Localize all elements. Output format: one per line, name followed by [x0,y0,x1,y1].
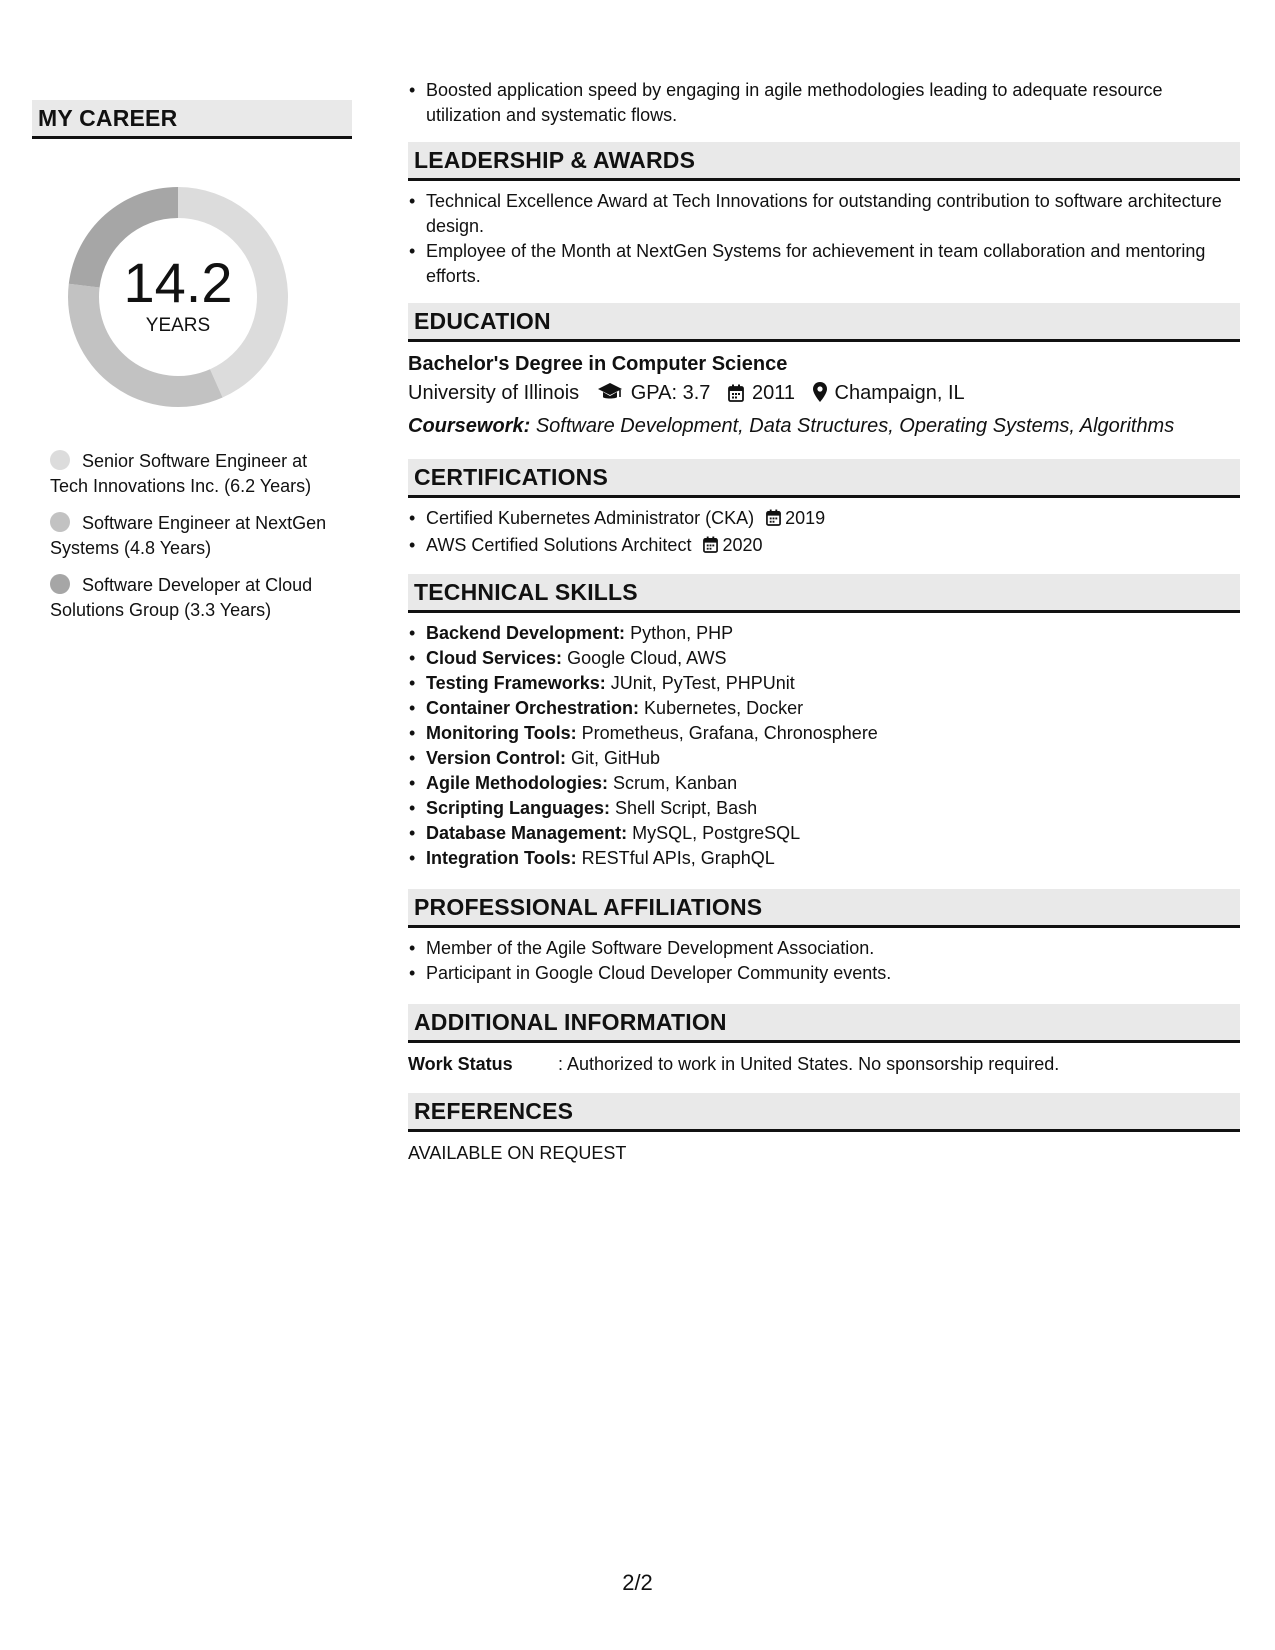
skill-item [426,796,1240,821]
legend-item [50,573,340,623]
certification-item [426,533,1240,560]
coursework-label: Coursework: [408,415,531,437]
education-heading: EDUCATION [408,303,1240,342]
references-heading: REFERENCES [408,1093,1240,1132]
leadership-item: • Employee of the Month at NextGen Systems for achievement in team collaboration and mentoring efforts. [426,239,1240,289]
work-status-label: Work Status [408,1054,513,1074]
graduation-cap-icon [597,381,623,411]
skill-item [426,721,1240,746]
main-column [408,78,1240,1166]
skill-category: Database Management: [426,823,628,843]
skill-category: Version Control: [426,748,567,768]
skill-values: Git, GitHub [571,748,661,768]
education-location: Champaign, IL [834,382,965,404]
calendar-icon [728,381,744,411]
skill-category: Container Orchestration: [426,698,640,718]
skill-values: Python, PHP [630,623,734,643]
experience-bullets [408,78,1240,128]
career-total-unit: YEARS [145,315,211,336]
education-details [408,378,1240,411]
certifications-list [408,506,1240,560]
skill-item [426,746,1240,771]
references-text: AVAILABLE ON REQUEST [408,1143,627,1163]
skill-item [426,646,1240,671]
career-heading: MY CAREER [32,100,352,139]
affiliations-heading: PROFESSIONAL AFFILIATIONS [408,889,1240,928]
page-number: 2/2 [622,1570,653,1595]
skill-category: Cloud Services: [426,648,563,668]
education-coursework [408,411,1240,441]
skill-values: Prometheus, Grafana, Chronosphere [581,723,878,743]
legend-dot [50,450,70,470]
skill-category: Agile Methodologies: [426,773,608,793]
skill-item [426,696,1240,721]
work-status-value: : Authorized to work in United States. No sponsorship required. [558,1054,1060,1074]
skill-category: Testing Frameworks: [426,673,606,693]
legend-dot [50,512,70,532]
work-status-row [408,1051,1240,1077]
leadership-item: • Technical Excellence Award at Tech Innovations for outstanding contribution to software architecture design. [426,189,1240,239]
certification-year: 2019 [785,508,826,528]
skill-category: Backend Development: [426,623,626,643]
career-legend [50,449,340,623]
affiliations-list [408,936,1240,986]
skill-values: JUnit, PyTest, PHPUnit [610,673,795,693]
skill-category: Integration Tools: [426,848,577,868]
leadership-heading: LEADERSHIP & AWARDS [408,142,1240,181]
additional-info-heading: ADDITIONAL INFORMATION [408,1004,1240,1043]
calendar-icon [766,508,781,533]
experience-bullet: • Boosted application speed by engaging in agile methodologies leading to adequate resource utilization and systematic flows. [426,78,1240,128]
calendar-icon [703,535,718,560]
certifications-heading: CERTIFICATIONS [408,459,1240,498]
skills-heading: TECHNICAL SKILLS [408,574,1240,613]
skill-category: Scripting Languages: [426,798,611,818]
career-column [32,100,352,635]
skill-item [426,846,1240,871]
skill-values: Kubernetes, Docker [644,698,804,718]
certification-name: AWS Certified Solutions Architect [426,535,692,555]
legend-dot [50,574,70,594]
leadership-list [408,189,1240,289]
skill-values: Scrum, Kanban [613,773,738,793]
skill-item [426,771,1240,796]
map-pin-icon [813,381,827,411]
career-total-years: 14.2 [123,251,233,314]
certification-year: 2020 [722,535,763,555]
skill-category: Monitoring Tools: [426,723,577,743]
skills-list [408,621,1240,871]
legend-item [50,511,340,561]
skill-values: RESTful APIs, GraphQL [581,848,775,868]
legend-label: Software Developer at Cloud Solutions Group (3.3 Years) [50,575,313,620]
certification-name: Certified Kubernetes Administrator (CKA) [426,508,755,528]
education-year: 2011 [751,382,795,404]
legend-label: Senior Software Engineer at Tech Innovations Inc. (6.2 Years) [50,451,312,496]
certification-item [426,506,1240,533]
education-school: University of Illinois [408,382,580,404]
skill-values: Shell Script, Bash [615,798,758,818]
education-degree: Bachelor's Degree in Computer Science [408,353,788,375]
skill-item [426,821,1240,846]
education-gpa: GPA: 3.7 [630,382,711,404]
legend-label: Software Engineer at NextGen Systems (4.8 Years) [50,513,327,558]
career-donut-chart [62,181,294,413]
skill-item [426,621,1240,646]
skill-values: MySQL, PostgreSQL [632,823,801,843]
affiliation-item: • Member of the Agile Software Development Association. [426,936,1240,961]
skill-item [426,671,1240,696]
skill-values: Google Cloud, AWS [567,648,727,668]
affiliation-item: • Participant in Google Cloud Developer Community events. [426,961,1240,986]
legend-item [50,449,340,499]
coursework-value: Software Development, Data Structures, Operating Systems, Algorithms [535,415,1175,437]
